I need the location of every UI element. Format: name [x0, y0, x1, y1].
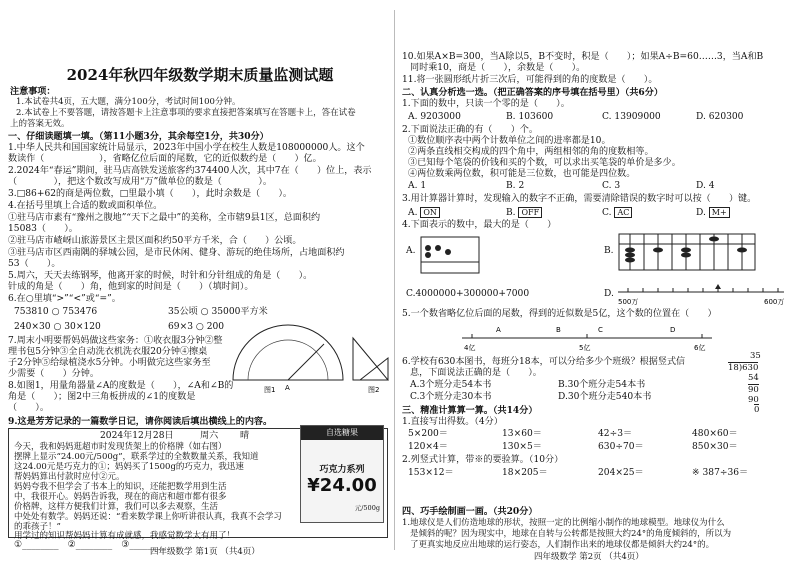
division-dividend: 18)630	[728, 363, 759, 373]
vertical-item: ※ 387÷36＝	[692, 468, 749, 478]
division-step: 90	[748, 385, 759, 395]
option: D. 620300	[696, 112, 744, 122]
oral-item: 120×4＝	[408, 442, 448, 452]
statement: ②两条直线相交构成的四个角中，两组相邻的角的度数相等。	[408, 147, 654, 157]
vertical-item: 204×25＝	[598, 468, 644, 478]
question-text: 4.下面表示的数中，最大的是（ ）	[402, 220, 557, 230]
diary-line: 价格牌，这样方便我们计算，我们可以多去观察，生活	[14, 502, 219, 512]
price-card-unit: 元/500g	[354, 504, 380, 512]
axis-5yi-label: 5亿	[579, 344, 591, 352]
section-3-heading: 三、精准计算算一算。（共14分）	[402, 405, 538, 416]
number-line-d	[614, 280, 790, 310]
question-text: 15083（ ）。	[8, 224, 78, 234]
note-line: 1.本试卷共4页，五大题，满分100分，考试时间100分钟。	[16, 97, 241, 107]
oral-item: 130×5＝	[502, 442, 542, 452]
option-a: A. ON	[408, 207, 440, 219]
question-text: （ ）。	[8, 403, 49, 413]
question-text: 5.周六，天天去练钢琴，他离开家的时候，时针和分针组成的角是（ ）。	[8, 271, 313, 281]
statement: ③已知每个笔袋的价钱和买的个数，可以求出买笔袋的单价是多少。	[408, 158, 681, 168]
diary-line: 中处处有数学。妈妈还说：“看来数学课上你听讲很认真，我真不会学习	[14, 512, 282, 522]
option: C. 13909000	[602, 112, 661, 122]
price-card	[300, 425, 384, 523]
division-step: 90	[748, 395, 759, 405]
option: C. 3	[602, 181, 621, 191]
option-d: D. M+	[696, 207, 730, 219]
diary-date: 2024年12月28日	[100, 431, 174, 441]
point-a-label: A	[496, 326, 501, 334]
division-quotient: 35	[750, 351, 761, 361]
question-text: 9.这是芳芳记录的一篇数学日记，请你阅读后填出横线上的内容。	[8, 416, 273, 427]
footer-left: 四年级数学 第1页 （共4页）	[150, 547, 260, 557]
question-text: 角是（ ）；图2中三角板拼成的∠1的度数是	[8, 392, 196, 402]
division-remainder: 0	[754, 405, 760, 415]
abacus-figure	[618, 228, 758, 276]
question-text: 1.中华人民共和国国家统计局显示，2023年中国小学在校生人数是108000000人。这个	[8, 143, 365, 153]
exam-title: 2024年秋四年级数学期末质量监测试题	[66, 66, 334, 84]
section-2-heading: 二、认真分析选一选。（把正确答案的序号填在括号里）（共6分）	[402, 87, 663, 98]
column-divider	[394, 10, 395, 550]
question-text: 数读作（ ），省略亿位后面的尾数，它的近似数约是（ ）亿。	[8, 154, 322, 164]
off-key: OFF	[518, 207, 542, 218]
question-text: 6.学校有630本图书，每班分18本，可以分给多少个班级？根据竖式信	[402, 357, 686, 367]
question-text: 2.下面说法正确的有（ ）个。	[402, 125, 538, 135]
question-text: 了更真实地反应出地球的运行姿态，人们制作出来的地球仪都是倾斜大约24°的。	[410, 540, 715, 550]
question-text: 2.2024年“春运”期间，驻马店高铁发送旅客约374400人次，其中7在（ ）位上，表示	[8, 166, 372, 176]
number-line-5	[458, 322, 718, 354]
diary-weather: 晴	[240, 431, 250, 441]
axis-right-label: 600万	[764, 298, 785, 306]
compare-item: 753810 ○ 753476	[14, 307, 98, 317]
option: D.30个班分走540本书	[558, 392, 652, 402]
question-text: 息，下面说法正确的是（ ）。	[410, 368, 542, 378]
question-text: 5.一个数省略亿位后面的尾数，得到的近似数是5亿，这个数的位置在（ ）	[402, 309, 717, 319]
point-b-label: B	[556, 326, 561, 334]
oral-item: 5×200＝	[408, 429, 448, 439]
oral-item: 850×30＝	[692, 442, 738, 452]
question-text: 3.用计算器计算时，发现输入的数字不正确，需要清除错误的数字时可以按（ ）键。	[402, 194, 757, 204]
question-text: 针成的角是（ ）角，他到家的时间是（ ）（填时间）。	[8, 282, 254, 292]
compare-item: 240×30 ○ 30×120	[14, 322, 101, 332]
oral-item: 480×60＝	[692, 429, 738, 439]
question-text: ③驻马店市区西南隅的驿城公园，是市民休闲、健身、游玩的绝佳场所，占地面积约	[8, 248, 345, 258]
question-text: 1.地球仪是人们仿造地球的形状，按照一定的比例缩小制作的地球模型。地球仪为什么	[402, 518, 725, 528]
question-text: 1.直接写出得数。（4分）	[402, 417, 503, 427]
diary-line: 的乖孩子！”	[14, 522, 61, 532]
option: A.3个班分走54本书	[410, 380, 492, 390]
diary-line: 这24.00元是巧克力的①；妈妈买了1500g的巧克力，我迅速	[14, 462, 244, 472]
statement: ①数位顺序表中两个计数单位之间的进率都是10。	[408, 136, 611, 146]
price-card-name: 巧克力系列	[319, 465, 365, 475]
axis-4yi-label: 4亿	[464, 344, 476, 352]
question-text: 子2分钟⑤给绿植浇水5分钟。小明做完这些家务至	[8, 358, 211, 368]
diary-line: 妈妈夸我不但学会了书本上的知识，还能把数学用到生活	[14, 482, 227, 492]
option-c: C. AC	[602, 207, 632, 219]
question-text: 是倾斜的呢？因为现实中，地球在自转与公转都是按照大约24°的角度倾斜的，所以为	[410, 529, 732, 539]
compare-item: 69×3 ○ 200	[168, 322, 225, 332]
option: B. 103600	[506, 112, 554, 122]
left-page	[0, 0, 392, 561]
question-text: 2.列竖式计算，带※的要验算。（10分）	[402, 455, 564, 465]
division-step: 54	[748, 373, 759, 383]
question-text: 7.周末小明要帮妈妈做这些家务：①收衣服3分钟②整	[8, 336, 223, 346]
right-page	[398, 0, 794, 561]
figure-2-label: 图2	[368, 386, 380, 394]
vertical-item: 153×12＝	[408, 468, 454, 478]
vertical-item: 18×205＝	[502, 468, 548, 478]
oral-item: 13×60＝	[502, 429, 542, 439]
protractor-figure	[228, 318, 392, 394]
option-c: C.4000000+300000+7000	[406, 289, 530, 299]
question-text: 6.在○里填“>”“<”或“=”。	[8, 294, 121, 304]
question-text: ②驻马店市嵖岈山旅游景区主景区面积约50平方千米，合（ ）公顷。	[8, 236, 302, 246]
question-text: （ ），把这个数改写成用“万”做单位的数是（ ）。	[8, 177, 272, 187]
question-text: 3.□86+62的商是两位数，□里最小填（ ），此时余数是（ ）。	[8, 189, 292, 199]
place-value-chart	[420, 236, 482, 276]
diary-line: 帮妈妈算出付款时应付②元。	[14, 472, 125, 482]
point-c-label: C	[598, 326, 603, 334]
option: B.30个班分走54本书	[558, 380, 646, 390]
section-4-heading: 四、巧手绘制画一画。（共20分）	[402, 506, 538, 517]
statement: ④两位数乘两位数，积可能是三位数，也可能是四位数。	[408, 169, 636, 179]
question-text: 同时乘10，商是（ ），余数是（ ）。	[410, 63, 586, 73]
question-text: 少需要（ ）分钟。	[8, 369, 99, 379]
diary-line: 摆牌上显示“24.00元/500g”，联系学过的全数数量关系，我知道	[14, 452, 259, 462]
option-b-label: B.	[604, 246, 614, 256]
option-d-label: D.	[604, 289, 614, 299]
compare-item: 35公顷 ○ 35000平方米	[168, 307, 268, 317]
option: B. 2	[506, 181, 525, 191]
question-text: 理书包5分钟③全自动洗衣机洗衣服20分钟④擦桌	[8, 347, 208, 357]
ac-key: AC	[614, 207, 632, 218]
note-line: 上的答案无效。	[10, 119, 70, 129]
section-1-heading: 一、仔细读题填一填。（第11小题3分，其余每空1分，共30分）	[8, 131, 269, 142]
option: A. 9203000	[408, 112, 461, 122]
figure-1-label: 图1	[264, 386, 276, 394]
diary-line: 用学过的知识帮妈妈计算有成就感，我感觉数学太有用了！	[14, 531, 236, 541]
diary-blanks: ①________ ②________ ③________	[14, 540, 166, 550]
svg-text:A: A	[285, 384, 290, 392]
point-d-label: D	[670, 326, 676, 334]
diary-line: 中，我很开心。妈妈告诉我，现在的商店和超市都有很多	[14, 492, 227, 502]
axis-left-label: 500万	[618, 298, 639, 306]
footer-right: 四年级数学 第2页 （共4页）	[534, 552, 644, 561]
note-line: 2.本试卷上不要答题，请按答题卡上注意事项的要求直接把答案填写在答题卡上，答在试卷	[16, 108, 356, 118]
question-text: 10.如果A×B=300，当A除以5，B不变时，积是（ ）；如果A÷B=60……3，当A和B	[402, 52, 764, 62]
price-card-price: ¥24.00	[307, 475, 377, 496]
option: D. 4	[696, 181, 715, 191]
option-b: B. OFF	[506, 207, 542, 219]
option: C.3个班分走30本书	[410, 392, 492, 402]
question-text: 4.在括号里填上合适的数或面积单位。	[8, 201, 163, 211]
diary-weekday: 周六	[200, 431, 219, 441]
question-text: 1.下面的数中，只读一个零的是（ ）。	[402, 99, 570, 109]
diary-line: 今天，我和妈妈逛超市时发现货架上的价格牌（如右图）	[14, 442, 227, 452]
price-card-band: 自选糖果	[301, 426, 383, 440]
question-text: 8.如图1，用量角器量∠A的度数是（ ），∠A和∠B的	[8, 381, 234, 391]
option-a-label: A.	[406, 246, 416, 256]
oral-item: 630÷70＝	[598, 442, 644, 452]
question-text: 11.将一张圆形纸片折三次后，可能得到的角的度数是（ ）。	[402, 75, 658, 85]
oral-item: 42÷3＝	[598, 429, 633, 439]
question-text: 53（ ）。	[8, 259, 61, 269]
axis-6yi-label: 6亿	[694, 344, 706, 352]
notes-heading: 注意事项：	[10, 86, 56, 97]
on-key: ON	[420, 207, 440, 218]
question-text: ①驻马店市素有“豫州之腹地”“天下之最中”的美称，全市辖9县1区，总面积约	[8, 213, 321, 223]
m-plus-key: M+	[709, 207, 730, 218]
option: A. 1	[408, 181, 427, 191]
